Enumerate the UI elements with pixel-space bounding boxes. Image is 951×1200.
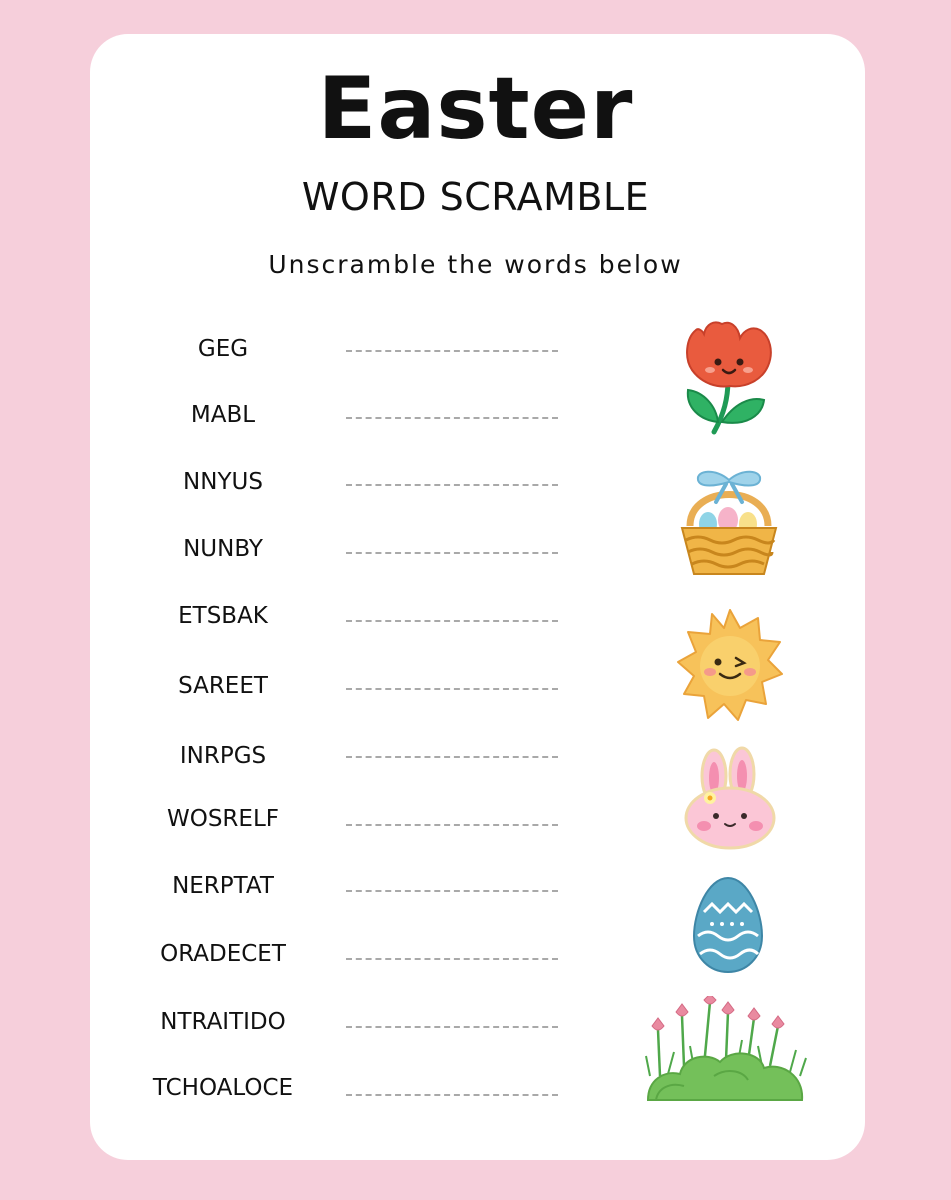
scrambled-word: WOSRELF: [166, 806, 279, 832]
scrambled-word: MABL: [190, 402, 256, 428]
answer-line[interactable]: [346, 1026, 558, 1028]
answer-line[interactable]: [346, 620, 558, 622]
scrambled-word: ETSBAK: [178, 603, 268, 629]
scrambled-word: SAREET: [178, 673, 268, 699]
answer-line[interactable]: [346, 552, 558, 554]
scrambled-word: NTRAITIDO: [160, 1009, 286, 1035]
answer-line[interactable]: [346, 1094, 558, 1096]
answer-line[interactable]: [346, 350, 558, 352]
answer-line[interactable]: [346, 417, 558, 419]
egg-icon: [690, 874, 766, 976]
bunny-icon: [680, 746, 780, 852]
answer-line[interactable]: [346, 688, 558, 690]
grass-tulips-icon: [644, 996, 808, 1104]
scrambled-word: INRPGS: [179, 743, 267, 769]
basket-icon: [676, 466, 782, 580]
answer-line[interactable]: [346, 756, 558, 758]
answer-line[interactable]: [346, 890, 558, 892]
page-title: Easter: [317, 59, 634, 159]
flower-icon: [680, 318, 780, 440]
scrambled-word: GEG: [197, 336, 249, 362]
page-subtitle: WORD SCRAMBLE: [301, 175, 650, 219]
scrambled-word: NUNBY: [183, 536, 263, 562]
sun-icon: [676, 608, 784, 722]
answer-line[interactable]: [346, 824, 558, 826]
scrambled-word: TCHOALOCE: [152, 1075, 294, 1101]
instruction-text: Unscramble the words below: [268, 250, 683, 279]
answer-line[interactable]: [346, 484, 558, 486]
scrambled-word: NERPTAT: [172, 873, 274, 899]
answer-line[interactable]: [346, 958, 558, 960]
scrambled-word: ORADECET: [160, 941, 286, 967]
scrambled-word: NNYUS: [183, 469, 263, 495]
